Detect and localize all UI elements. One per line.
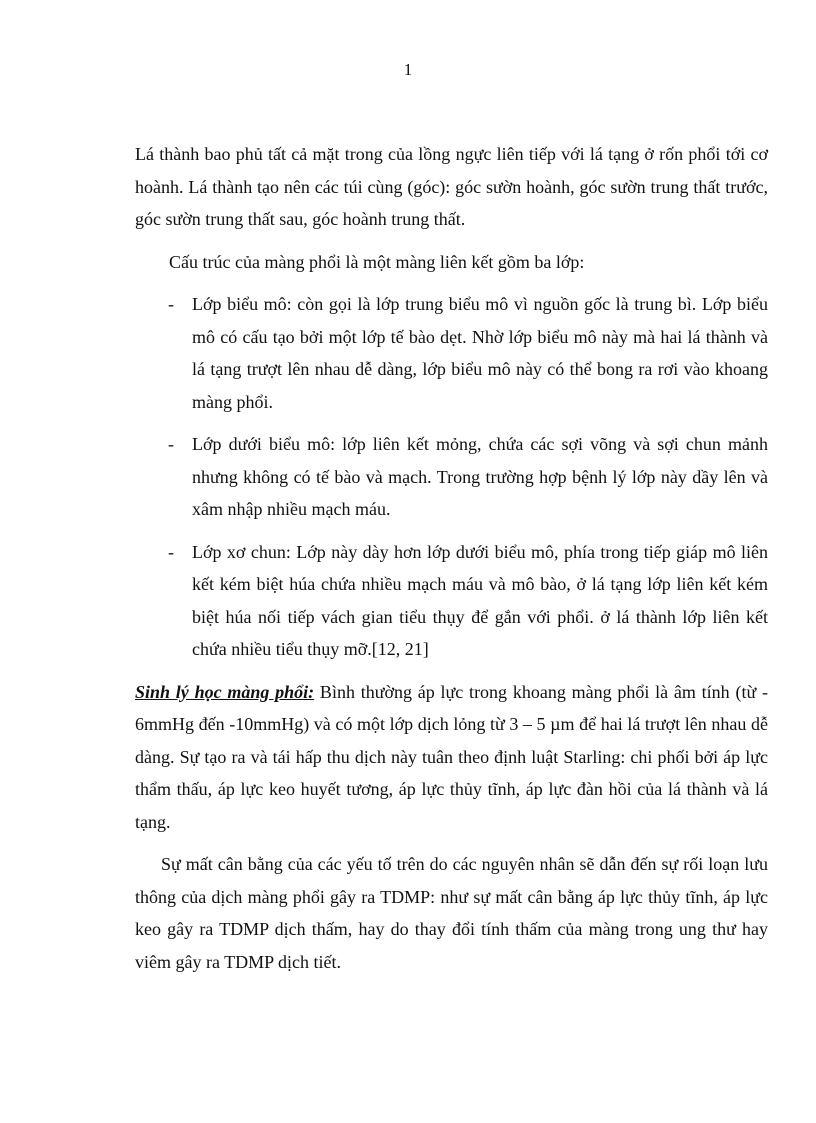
layer-text: Lớp dưới biểu mô: lớp liên kết mỏng, chứa các sợi võng và sợi chun mảnh nhưng không có tế bào và mạch. Trong trường hợp bệnh lý lớp này dầy lên và xâm nhập nhiều mạch máu. — [192, 434, 768, 519]
list-bullet: - — [168, 541, 174, 562]
intro-paragraph: Lá thành bao phủ tất cả mặt trong của lồng ngực liên tiếp với lá tạng ở rốn phổi tới cơ hoành. Lá thành tạo nên các túi cùng (góc): góc sườn hoành, góc sườn trung thất trước, góc sườn trung thất sau, góc hoành trung thất. — [135, 144, 768, 229]
list-item — [135, 428, 768, 526]
document-body — [135, 138, 768, 988]
list-item — [135, 288, 768, 418]
layer-list — [135, 288, 768, 666]
physiology-heading: Sinh lý học màng phổi: — [135, 681, 315, 702]
list-bullet: - — [168, 434, 174, 454]
list-item — [135, 536, 768, 666]
layer-text: Lớp xơ chun: Lớp này dày hơn lớp dưới biểu mô, phía trong tiếp giáp mô liên kết kém biệt húa chứa nhiều mạch máu và mô bào, ở lá tạng lớp liên kết kém biệt húa nối tiếp vách gian tiểu thụy để gắn với phổi. ở lá thành lớp liên kết chứa nhiều tiểu thụy mỡ.[12, 21] — [192, 541, 768, 659]
structure-intro-paragraph: Cấu trúc của màng phổi là một màng liên kết gồm ba lớp: — [169, 251, 585, 272]
layer-text: Lớp biểu mô: còn gọi là lớp trung biểu mô vì nguồn gốc là trung bì. Lớp biểu mô có cấu tạo bởi một lớp tế bào dẹt. Nhờ lớp biểu mô này mà hai lá thành và lá tạng trượt lên nhau dễ dàng, lớp biểu mô này có thể bong ra rơi vào khoang màng phổi. — [192, 294, 768, 412]
physiology-text: Bình thường áp lực trong khoang màng phổi là âm tính (từ - 6mmHg đến -10mmHg) và có một lớp dịch lỏng từ 3 – 5 µm để hai lá trượt lên nhau dễ dàng. Sự tạo ra và tái hấp thu dịch này tuân theo định luật Starling: chi phối bởi áp lực thẩm thấu, áp lực keo huyết tương, áp lực thủy tĩnh, áp lực đàn hồi của lá thành và lá tạng. — [135, 681, 768, 832]
conclusion-paragraph: Sự mất cân bằng của các yếu tố trên do các nguyên nhân sẽ dẫn đến sự rối loạn lưu thông của dịch màng phổi gây ra TDMP: như sự mất cân bằng áp lực thủy tĩnh, áp lực keo gây ra TDMP dịch thấm, hay do thay đổi tính thấm của màng trong ung thư hay viêm gây ra TDMP dịch tiết. — [135, 854, 768, 972]
list-bullet: - — [168, 294, 174, 314]
physiology-paragraph — [135, 676, 768, 839]
page-number: 1 — [403, 60, 413, 79]
